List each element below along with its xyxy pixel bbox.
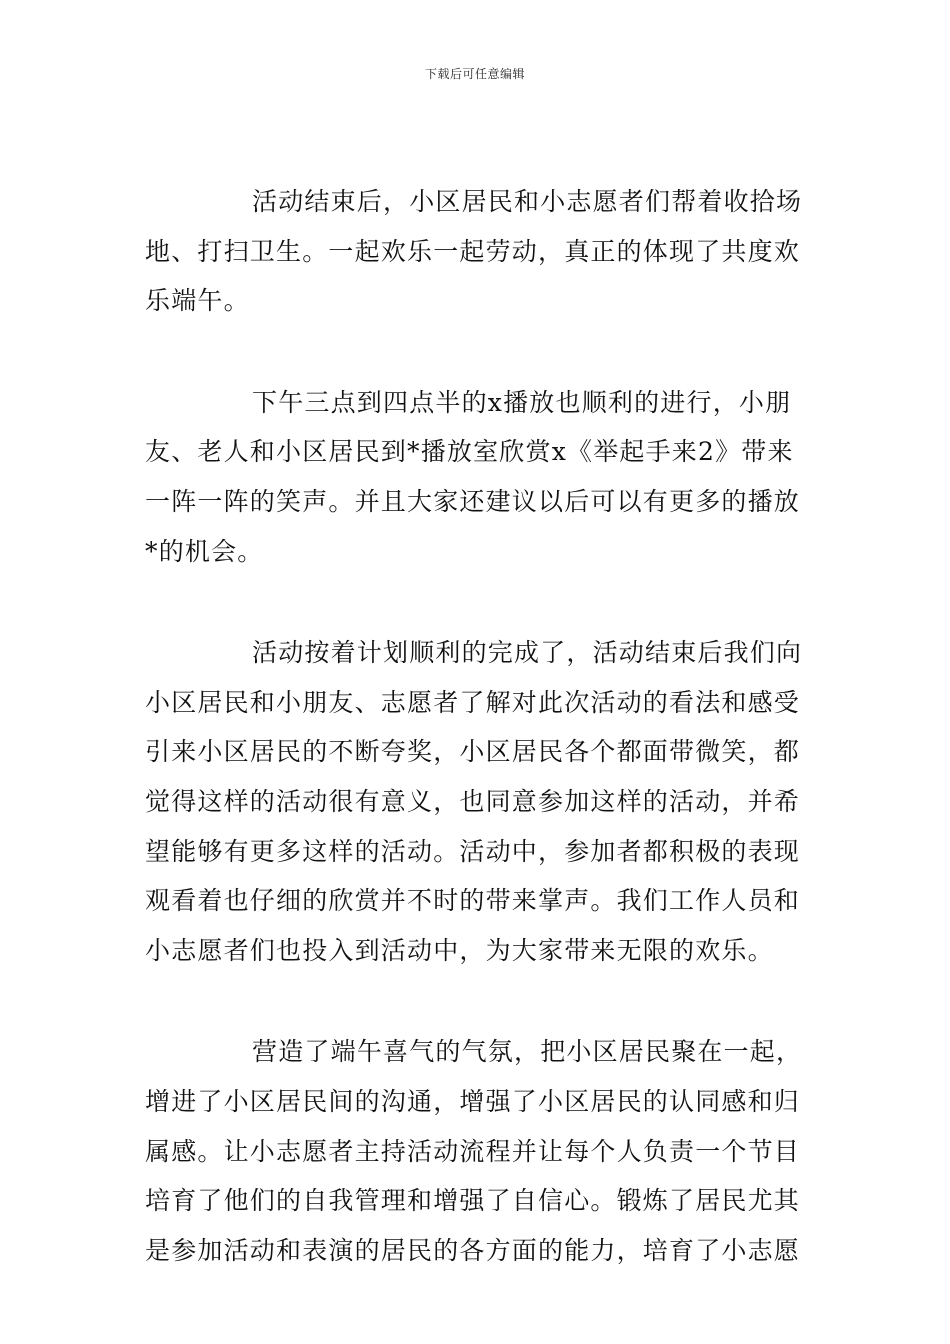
paragraph-3: 活动按着计划顺利的完成了，活动结束后我们向小区居民和小朋友、志愿者了解对此次活动的看法和感受引来小区居民的不断夸奖，小区居民各个都面带微笑，都觉得这样的活动很有意义，也同意参加这样的活动，并希望能够有更多这样的活动。活动中，参加者都积极的表现观看着也仔细的欣赏并不时的带来掌声。我们工作人员和小志愿者们也投入到活动中，为大家带来无限的欢乐。 bbox=[145, 638, 803, 965]
document-body bbox=[145, 177, 810, 1327]
paragraph-1: 活动结束后，小区居民和小志愿者们帮着收拾场地、打扫卫生。一起欢乐一起劳动，真正的体现了共度欢乐端午。 bbox=[145, 187, 803, 316]
paragraph-4: 营造了端午喜气的气氛，把小区居民聚在一起，增进了小区居民间的沟通，增强了小区居民的认同感和归属感。让小志愿者主持活动流程并让每个人负责一个节目培育了他们的自我管理和增强了自信心。锻炼了居民尤其是参加活动和表演的居民的各方面的能力，培育了小志愿 bbox=[145, 1037, 803, 1265]
page-header: 下载后可任意编辑 bbox=[424, 67, 525, 81]
paragraph-2: 下午三点到四点半的x播放也顺利的进行，小朋友、老人和小区居民到*播放室欣赏x《举起手来2》带来一阵一阵的笑声。并且大家还建议以后可以有更多的播放*的机会。 bbox=[145, 387, 801, 566]
